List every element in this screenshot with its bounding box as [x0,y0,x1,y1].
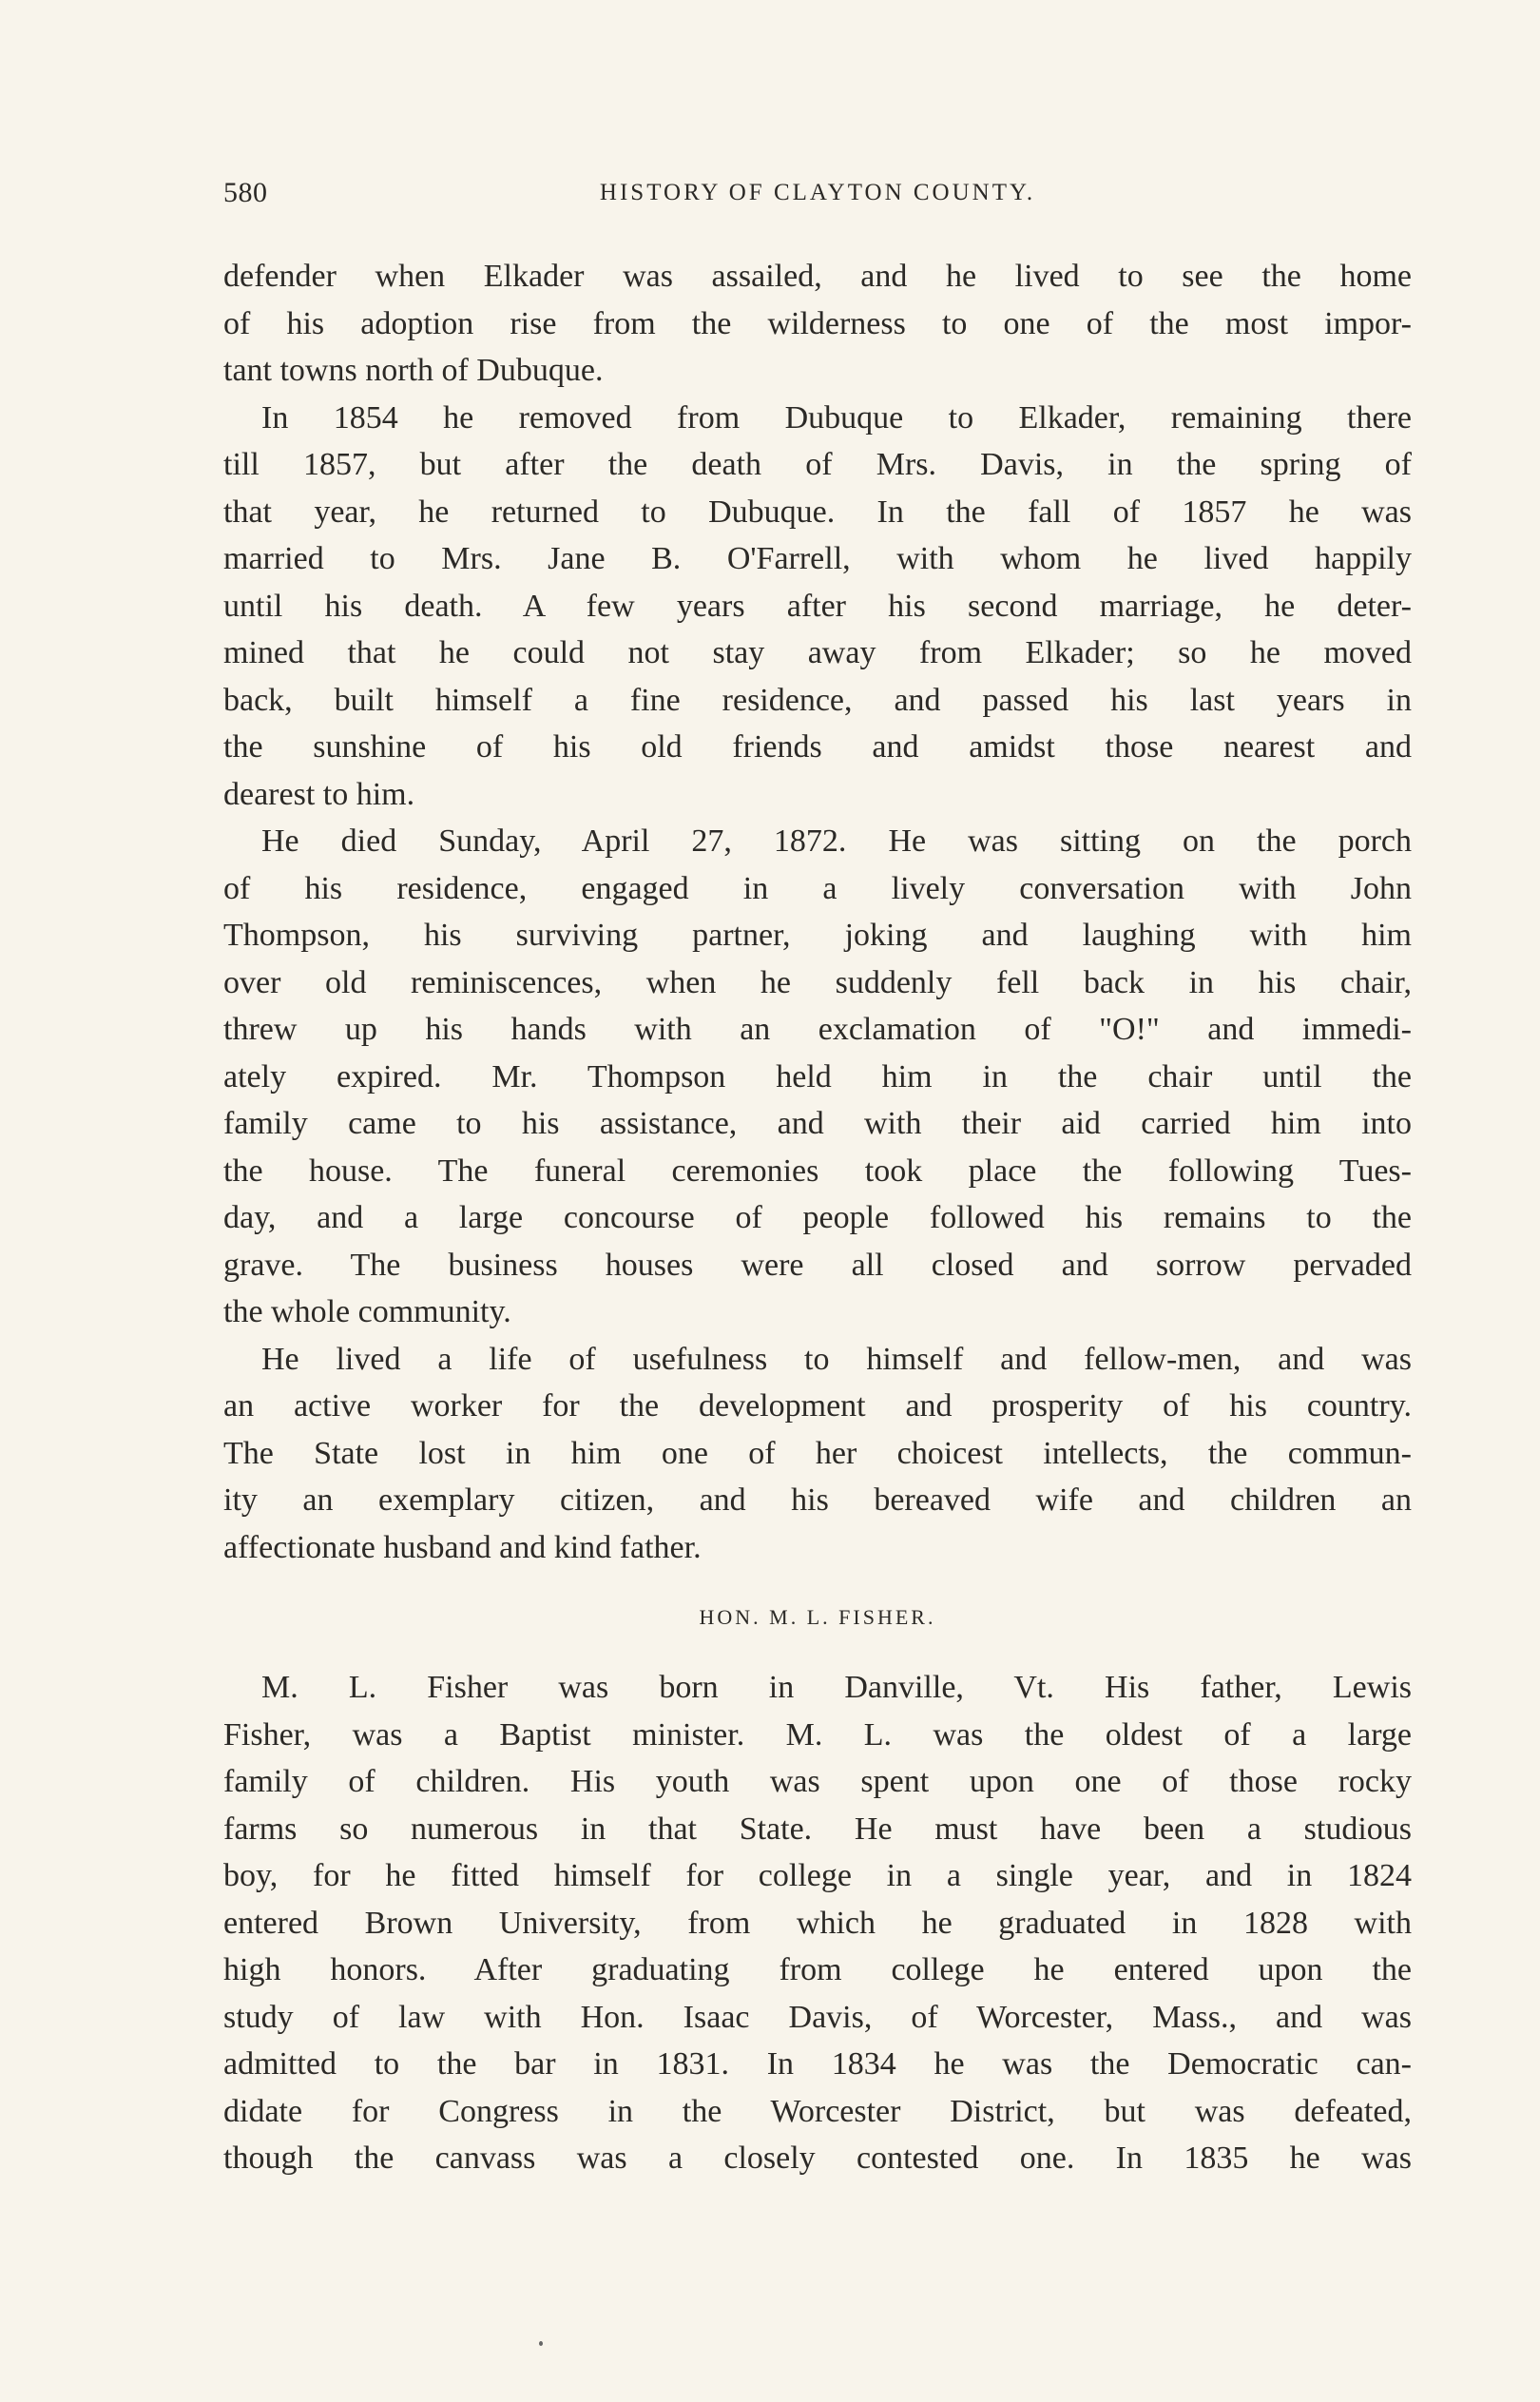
text-line: He lived a life of usefulness to himself and fellow-men, and was [261,1341,1412,1377]
text-line: M. L. Fisher was born in Danville, Vt. His father, Lewis [261,1670,1412,1705]
text-line: family of children. His youth was spent upon one of those rocky [223,1764,1412,1799]
text-line: day, and a large concourse of people followed his remains to the [223,1200,1412,1235]
text-line: defender when Elkader was assailed, and he lived to see the home [223,259,1412,294]
text-line: Thompson, his surviving partner, joking and laughing with him [223,918,1412,953]
text-line: the whole community. [223,1294,511,1329]
text-line: that year, he returned to Dubuque. In the fall of 1857 he was [223,494,1412,530]
text-line: The State lost in him one of her choicest intellects, the commun- [223,1435,1412,1471]
section-heading: HON. M. L. FISHER. [699,1605,936,1629]
text-line: back, built himself a fine residence, and passed his last years in [223,682,1412,718]
text-line: until his death. A few years after his second marriage, he deter- [223,588,1412,624]
text-line: high honors. After graduating from college he entered upon the [223,1952,1412,1987]
text-line: boy, for he fitted himself for college in a single year, and in 1824 [223,1858,1412,1893]
text-line: In 1854 he removed from Dubuque to Elkader, remaining there [261,399,1412,436]
text-line: ately expired. Mr. Thompson held him in the chair until the [223,1058,1412,1094]
text-line: didate for Congress in the Worcester District, but was defeated, [223,2093,1412,2129]
text-line: till 1857, but after the death of Mrs. Davis, in the spring of [223,447,1412,482]
text-line: of his residence, engaged in a lively conversation with John [223,870,1412,906]
paragraph-3 [223,818,1412,1336]
text-line: married to Mrs. Jane B. O'Farrell, with whom he lived happily [223,541,1412,576]
text-line: threw up his hands with an exclamation of "O!" and immedi- [223,1012,1412,1047]
paragraph-2 [223,395,1412,819]
text-line: though the canvass was a closely contested one. In 1835 he was [223,2140,1412,2176]
paragraph-4 [223,1336,1412,1572]
text-line: over old reminiscences, when he suddenly fell back in his chair, [223,964,1412,1000]
page-number: 580 [223,177,268,208]
text-line: an active worker for the development and prosperity of his country. [223,1388,1412,1424]
text-line: study of law with Hon. Isaac Davis, of Worcester, Mass., and was [223,1999,1412,2035]
text-line: mined that he could not stay away from Elkader; so he moved [223,635,1412,670]
text-line: tant towns north of Dubuque. [223,353,604,388]
text-line: Fisher, was a Baptist minister. M. L. was the oldest of a large [223,1716,1412,1753]
page-header [223,177,1412,215]
text-line: the sunshine of his old friends and amidst those nearest and [223,729,1412,765]
running-head: HISTORY OF CLAYTON COUNTY. [599,180,1036,205]
ink-speck [539,2341,543,2346]
text-line: the house. The funeral ceremonies took place the following Tues- [223,1153,1412,1189]
text-line: grave. The business houses were all closed and sorrow pervaded [223,1247,1412,1283]
text-line: ity an exemplary citizen, and his bereaved wife and children an [223,1482,1412,1518]
text-line: entered Brown University, from which he graduated in 1828 with [223,1905,1412,1941]
paragraph-1 [223,253,1412,395]
text-line: affectionate husband and kind father. [223,1529,702,1565]
text-line: He died Sunday, April 27, 1872. He was sitting on the porch [261,823,1412,859]
body-text [223,253,1412,2182]
paragraph-5 [223,1664,1412,2182]
text-line: admitted to the bar in 1831. In 1834 he was the Democratic can- [223,2046,1412,2082]
text-line: of his adoption rise from the wilderness to one of the most impor- [223,305,1412,341]
text-line: family came to his assistance, and with their aid carried him into [223,1106,1412,1141]
text-line: dearest to him. [223,776,415,812]
text-line: farms so numerous in that State. He must have been a studious [223,1811,1412,1847]
